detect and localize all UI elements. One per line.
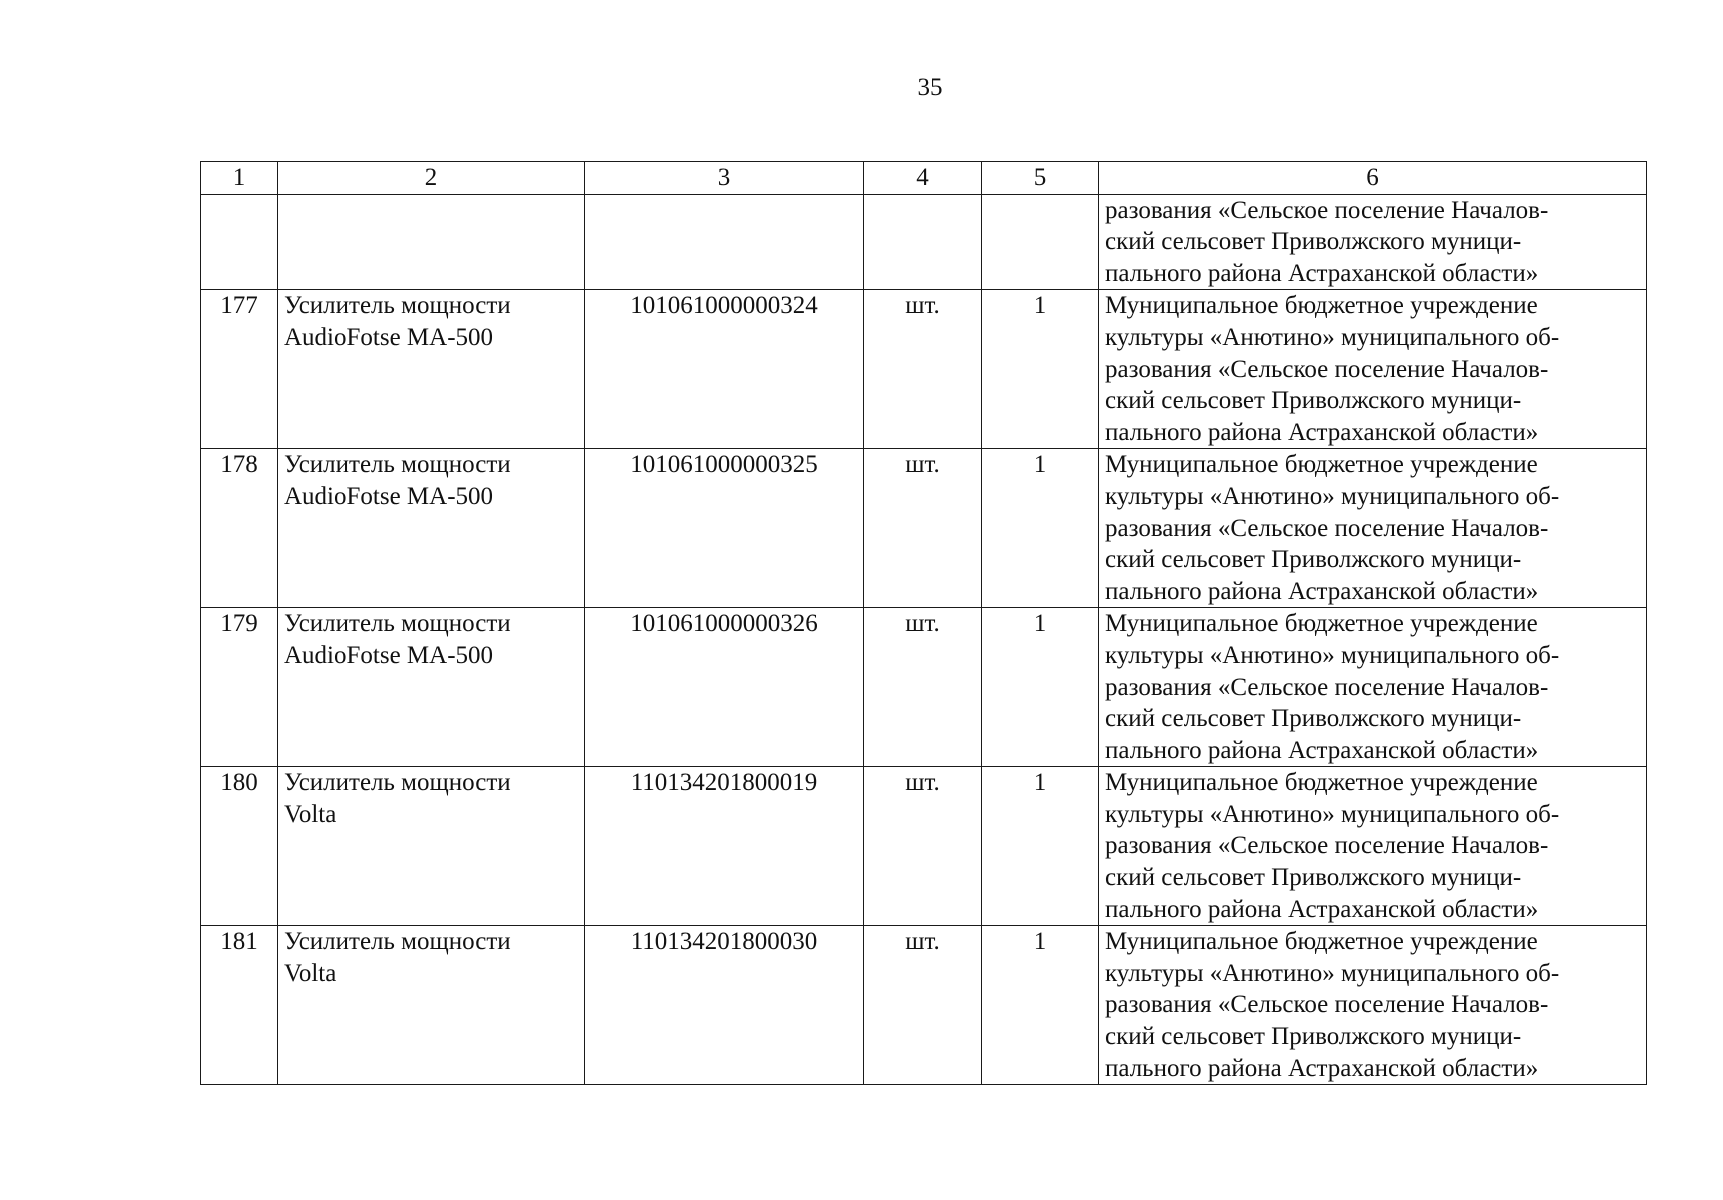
continuation-org-cell <box>1099 194 1647 290</box>
page-number: 35 <box>917 74 943 101</box>
organization-cell <box>1099 608 1647 767</box>
org-line: ский сельсовет Приволжского муници- <box>1105 705 1522 733</box>
inventory-code: 101061000000325 <box>630 451 818 479</box>
row-number-cell <box>201 767 278 926</box>
unit-cell <box>864 449 982 608</box>
org-line: пального района Астраханской области» <box>1105 259 1539 287</box>
quantity: 1 <box>1033 292 1047 320</box>
item-name-line: Volta <box>284 959 337 987</box>
table-row <box>201 449 1647 608</box>
item-name-cell <box>278 449 585 608</box>
item-name-cell <box>278 290 585 449</box>
organization-cell <box>1099 926 1647 1085</box>
quantity: 1 <box>1033 451 1047 479</box>
organization-cell <box>1099 290 1647 449</box>
item-name-line: AudioFotse MA-500 <box>284 323 494 351</box>
org-line: ский сельсовет Приволжского муници- <box>1105 864 1522 892</box>
continuation-unit-cell <box>864 194 982 290</box>
org-line: Муниципальное бюджетное учреждение <box>1105 292 1538 320</box>
quantity-cell <box>982 926 1099 1085</box>
org-line: ский сельсовет Приволжского муници- <box>1105 228 1522 256</box>
org-line: культуры «Анютино» муниципального об- <box>1105 482 1560 510</box>
continuation-row <box>201 194 1647 290</box>
item-name-line: AudioFotse MA-500 <box>284 641 494 669</box>
table-row <box>201 926 1647 1085</box>
org-line: пального района Астраханской области» <box>1105 736 1539 764</box>
inventory-code: 101061000000326 <box>630 610 818 638</box>
header-row <box>201 162 1647 195</box>
item-name-line: Усилитель мощности <box>284 769 511 797</box>
organization-cell <box>1099 767 1647 926</box>
item-name-cell <box>278 608 585 767</box>
org-line: культуры «Анютино» муниципального об- <box>1105 800 1560 828</box>
org-line: разования «Сельское поселение Началов- <box>1105 355 1549 383</box>
item-name-line: Усилитель мощности <box>284 610 511 638</box>
inventory-code-cell <box>585 767 864 926</box>
header-cell-2: 2 <box>278 162 585 195</box>
org-line: Муниципальное бюджетное учреждение <box>1105 451 1538 479</box>
unit: шт. <box>905 769 940 797</box>
unit-cell <box>864 767 982 926</box>
item-name-cell <box>278 926 585 1085</box>
unit: шт. <box>905 292 940 320</box>
header-cell-1: 1 <box>201 162 278 195</box>
unit-cell <box>864 608 982 767</box>
unit-cell <box>864 290 982 449</box>
org-line: разования «Сельское поселение Началов- <box>1105 991 1549 1019</box>
item-name-line: Усилитель мощности <box>284 928 511 956</box>
item-name-line: Volta <box>284 800 337 828</box>
unit-cell <box>864 926 982 1085</box>
table-row <box>201 767 1647 926</box>
continuation-qty-cell <box>982 194 1099 290</box>
unit: шт. <box>905 610 940 638</box>
row-number-cell <box>201 926 278 1085</box>
quantity: 1 <box>1033 769 1047 797</box>
row-number-cell <box>201 608 278 767</box>
row-number: 181 <box>220 928 258 956</box>
row-number: 180 <box>220 769 258 797</box>
inventory-code-cell <box>585 926 864 1085</box>
quantity: 1 <box>1033 610 1047 638</box>
inventory-code-cell <box>585 449 864 608</box>
org-line: ский сельсовет Приволжского муници- <box>1105 387 1522 415</box>
org-line: разования «Сельское поселение Началов- <box>1105 832 1549 860</box>
quantity-cell <box>982 767 1099 926</box>
continuation-num-cell <box>201 194 278 290</box>
inventory-code: 110134201800030 <box>630 928 818 956</box>
org-line: пального района Астраханской области» <box>1105 895 1539 923</box>
item-name-line: Усилитель мощности <box>284 292 511 320</box>
organization-cell <box>1099 449 1647 608</box>
continuation-code-cell <box>585 194 864 290</box>
header-cell-3: 3 <box>585 162 864 195</box>
org-line: Муниципальное бюджетное учреждение <box>1105 610 1538 638</box>
inventory-code: 110134201800019 <box>630 769 818 797</box>
table-row <box>201 608 1647 767</box>
header-cell-5: 5 <box>982 162 1099 195</box>
header-cell-6: 6 <box>1099 162 1647 195</box>
org-line: культуры «Анютино» муниципального об- <box>1105 323 1560 351</box>
row-number: 179 <box>220 610 258 638</box>
table-row <box>201 290 1647 449</box>
org-line: культуры «Анютино» муниципального об- <box>1105 641 1560 669</box>
org-line: разования «Сельское поселение Началов- <box>1105 514 1549 542</box>
unit: шт. <box>905 928 940 956</box>
row-number-cell <box>201 290 278 449</box>
inventory-code-cell <box>585 290 864 449</box>
org-line: культуры «Анютино» муниципального об- <box>1105 959 1560 987</box>
header-cell-4: 4 <box>864 162 982 195</box>
quantity-cell <box>982 449 1099 608</box>
inventory-code-cell <box>585 608 864 767</box>
unit: шт. <box>905 451 940 479</box>
row-number: 178 <box>220 451 258 479</box>
quantity-cell <box>982 608 1099 767</box>
item-name-line: AudioFotse MA-500 <box>284 482 494 510</box>
org-line: Муниципальное бюджетное учреждение <box>1105 769 1538 797</box>
row-number: 177 <box>220 292 258 320</box>
continuation-name-cell <box>278 194 585 290</box>
item-name-cell <box>278 767 585 926</box>
org-line: ский сельсовет Приволжского муници- <box>1105 1023 1522 1051</box>
quantity-cell <box>982 290 1099 449</box>
item-name-line: Усилитель мощности <box>284 451 511 479</box>
quantity: 1 <box>1033 928 1047 956</box>
org-line: разования «Сельское поселение Началов- <box>1105 196 1549 224</box>
org-line: Муниципальное бюджетное учреждение <box>1105 928 1538 956</box>
org-line: пального района Астраханской области» <box>1105 1054 1539 1082</box>
org-line: пального района Астраханской области» <box>1105 418 1539 446</box>
inventory-table <box>200 161 1647 1085</box>
org-line: пального района Астраханской области» <box>1105 577 1539 605</box>
inventory-code: 101061000000324 <box>630 292 818 320</box>
row-number-cell <box>201 449 278 608</box>
org-line: разования «Сельское поселение Началов- <box>1105 673 1549 701</box>
org-line: ский сельсовет Приволжского муници- <box>1105 546 1522 574</box>
